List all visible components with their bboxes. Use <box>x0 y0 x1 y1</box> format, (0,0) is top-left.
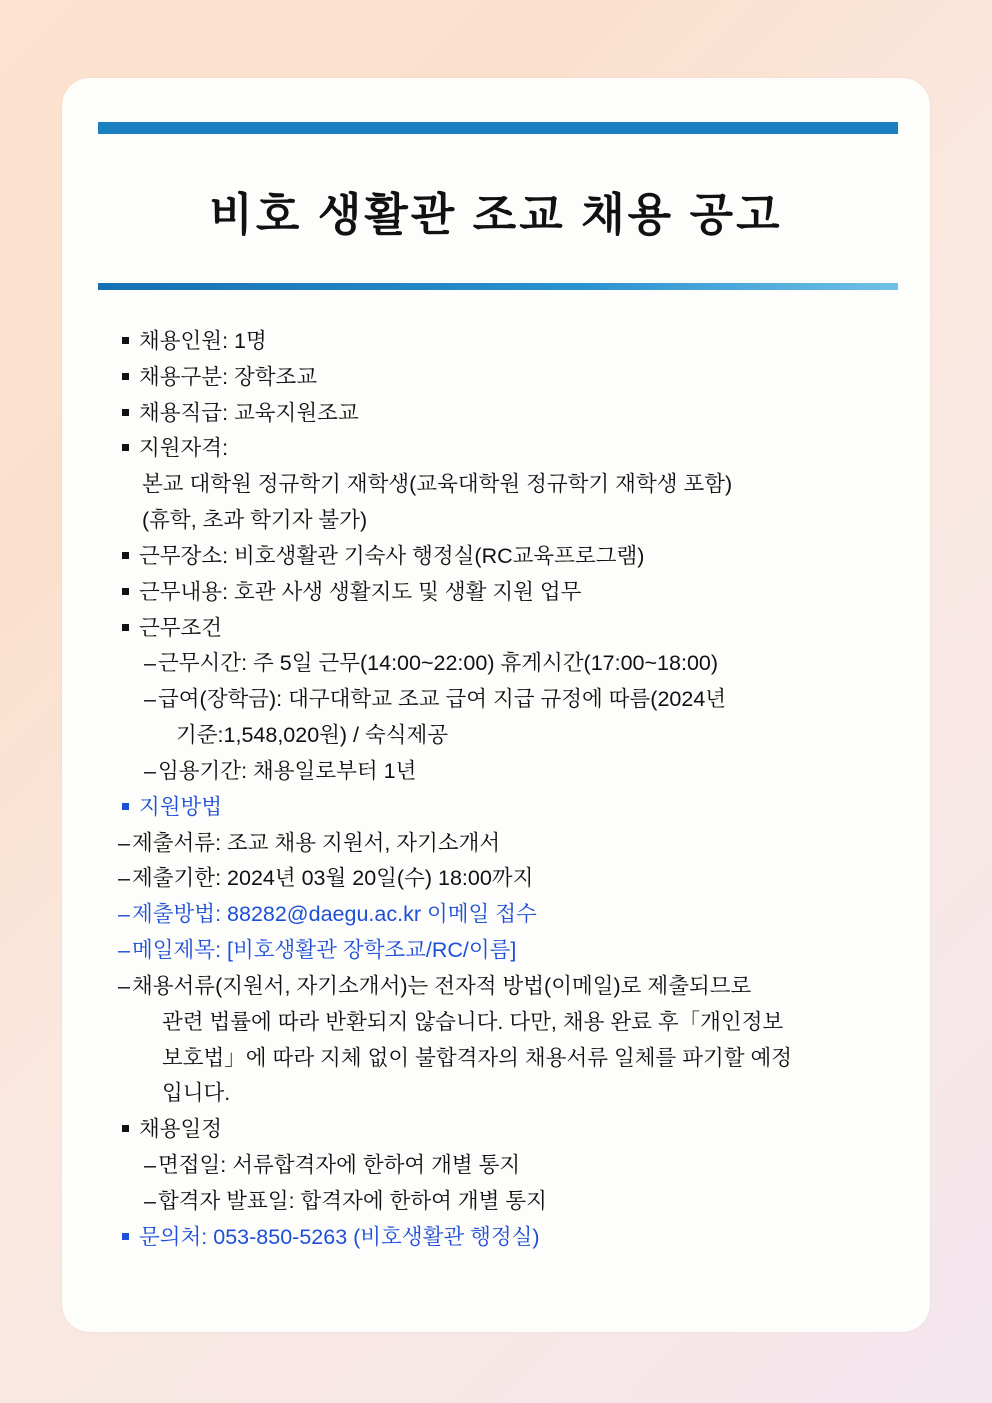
sub-list-item-continuation: 기준:1,548,020원) / 숙식제공 <box>176 723 449 748</box>
poster-page <box>62 78 930 1332</box>
sub-list-item-label: 합격자 발표일: 합격자에 한하여 개별 통지 <box>158 1188 547 1213</box>
square-bullet-icon <box>122 588 129 595</box>
list-item-label: 채용일정 <box>139 1117 223 1142</box>
square-bullet-icon <box>122 373 129 380</box>
list-item-continuation: 본교 대학원 정규학기 재학생(교육대학원 정규학기 재학생 포함) <box>142 472 733 497</box>
square-bullet-icon <box>122 409 129 416</box>
dash-bullet-icon: – <box>118 973 130 998</box>
list-item <box>116 575 878 610</box>
list-item-continuation: (휴학, 초과 학기자 불가) <box>142 508 368 533</box>
sub-list-item-label: 채용서류(지원서, 자기소개서)는 전자적 방법(이메일)로 제출되므로 <box>132 973 752 998</box>
sub-list-item <box>116 682 878 717</box>
top-divider <box>98 122 898 134</box>
sub-list-item-submit-method <box>116 897 878 932</box>
list-item <box>116 539 878 574</box>
sub-list-item-continuation: 입니다. <box>162 1081 231 1106</box>
sub-list-item-label[interactable]: 제출방법: 88282@daegu.ac.kr 이메일 접수 <box>132 902 537 927</box>
list-item <box>116 396 878 431</box>
list-item-label: 근무내용: 호관 사생 생활지도 및 생활 지원 업무 <box>139 579 582 604</box>
list-item-label: 채용인원: 1명 <box>139 329 267 353</box>
dash-bullet-icon: – <box>144 1188 156 1213</box>
sub-list-item-label: 면접일: 서류합격자에 한하여 개별 통지 <box>158 1153 521 1178</box>
sub-list-item-label: 제출서류: 조교 채용 지원서, 자기소개서 <box>132 830 501 855</box>
sub-list-item-label: 임용기간: 채용일로부터 1년 <box>158 758 417 783</box>
notice-body <box>98 290 894 1255</box>
square-bullet-icon <box>122 1233 129 1240</box>
sub-list-item <box>116 1148 878 1183</box>
list-item-label: 채용직급: 교육지원조교 <box>139 400 359 425</box>
list-item-label: 근무조건 <box>139 615 223 640</box>
dash-bullet-icon: – <box>118 830 130 855</box>
list-item-contact <box>116 1220 878 1255</box>
square-bullet-icon <box>122 552 129 559</box>
dash-bullet-icon: – <box>118 902 130 927</box>
sub-list-item-continuation: 관련 법률에 따라 반환되지 않습니다. 다만, 채용 완료 후「개인정보 <box>162 1009 784 1034</box>
sub-list-item <box>116 861 878 896</box>
list-item-label: 채용구분: 장학조교 <box>139 364 318 389</box>
list-item <box>116 611 878 646</box>
sub-list-item-mail-subject <box>116 933 878 968</box>
sub-list-item-label: 근무시간: 주 5일 근무(14:00~22:00) 휴게시간(17:00~18:00) <box>158 651 719 676</box>
list-item <box>116 360 878 395</box>
sub-list-item-label: 제출기한: 2024년 03월 20일(수) 18:00까지 <box>132 866 534 891</box>
square-bullet-icon <box>122 337 129 344</box>
dash-bullet-icon: – <box>144 687 156 712</box>
square-bullet-icon <box>122 444 129 451</box>
dash-bullet-icon: – <box>118 866 130 891</box>
sub-list-item <box>116 1184 878 1219</box>
sub-list-item <box>116 826 878 861</box>
sub-list-item <box>116 969 878 1004</box>
dash-bullet-icon: – <box>144 758 156 783</box>
square-bullet-icon <box>122 803 129 810</box>
list-item-label: 근무장소: 비호생활관 기숙사 행정실(RC교육프로그램) <box>139 543 645 568</box>
list-item-apply-method <box>116 790 878 825</box>
square-bullet-icon <box>122 624 129 631</box>
sub-list-item-label: 급여(장학금): 대구대학교 조교 급여 지급 규정에 따름(2024년 <box>158 687 727 712</box>
list-item <box>116 1112 878 1147</box>
list-item-label: 지원자격: <box>139 436 229 461</box>
bottom-divider <box>98 283 898 290</box>
list-item <box>116 431 878 466</box>
dash-bullet-icon: – <box>118 938 130 963</box>
list-item-label: 문의처: 053-850-5263 (비호생활관 행정실) <box>139 1224 540 1249</box>
sub-list-item-label: 메일제목: [비호생활관 장학조교/RC/이름] <box>132 938 517 963</box>
square-bullet-icon <box>122 1125 129 1132</box>
list-item <box>116 324 878 359</box>
sub-list-item <box>116 646 878 681</box>
poster-inner <box>98 122 894 1302</box>
sub-list-item <box>116 754 878 789</box>
page-title: 비호 생활관 조교 채용 공고 <box>209 189 783 240</box>
sub-list-item-continuation: 보호법」에 따라 지체 없이 불합격자의 채용서류 일체를 파기할 예정 <box>162 1045 793 1070</box>
list-item-label: 지원방법 <box>139 794 223 819</box>
dash-bullet-icon: – <box>144 1153 156 1178</box>
dash-bullet-icon: – <box>144 651 156 676</box>
